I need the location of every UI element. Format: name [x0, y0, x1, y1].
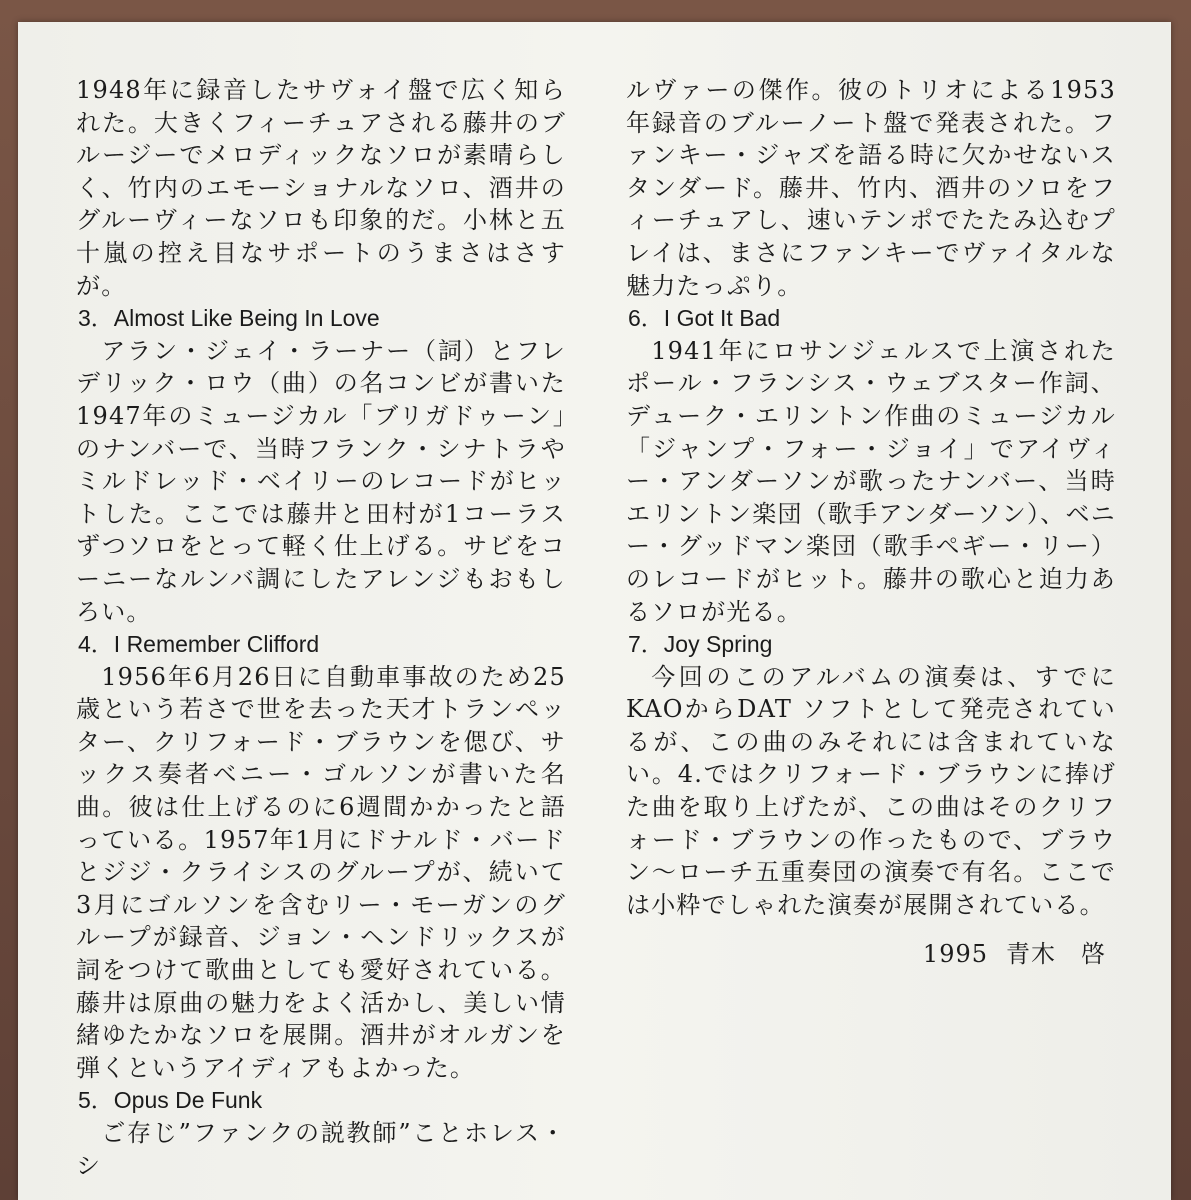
- signature: [626, 934, 1106, 969]
- track6-text: 1941年にロサンジェルスで上演されたポール・フランシス・ウェブスター作詞、デューク・エリントン作曲のミュージカル「ジャンプ・フォー・ジョイ」でアイヴィー・アンダーソンが歌ったナンバー、当時エリントン楽団（歌手アンダーソン）、ベニー・グッドマン楽団（歌手ペギー・リー）のレコードがヒット。藤井の歌心と迫力あるソロが光る。: [626, 336, 1116, 626]
- track3-heading: 3．Almost Like Being In Love: [78, 305, 380, 332]
- signature-author: 青木 啓: [1006, 940, 1106, 968]
- track3-text: アラン・ジェイ・ラーナー（詞）とフレデリック・ロウ（曲）の名コンビが書いた1947年のミュージカル「ブリガドゥーン」のナンバーで、当時フランク・シナトラやミルドレッド・ベイリーのレコードがヒットした。ここでは藤井と田村が1コーラスずつソロをとって軽く仕上げる。サビをコーニーなルンバ調にしたアレンジもおもしろい。: [76, 336, 566, 626]
- liner-notes-page: [18, 22, 1171, 1200]
- left-column: [76, 74, 566, 1182]
- right-column: [626, 74, 1116, 921]
- track7-heading: 7．Joy Spring: [628, 631, 773, 658]
- track5-heading: 5．Opus De Funk: [78, 1087, 263, 1114]
- track5-text: ご存じ”ファンクの説教師”ことホレス・シ: [76, 1119, 566, 1180]
- track4-heading: 4．I Remember Clifford: [78, 631, 320, 658]
- track4-text: 1956年6月26日に自動車事故のため25歳という若さで世を去った天才トランペッター、クリフォード・ブラウンを偲び、サックス奏者ベニー・ゴルソンが書いた名曲。彼は仕上げるのに6週間かかったと語っている。1957年1月にドナルド・バードとジジ・クライシスのグループが、続いて3月にゴルソンを含むリー・モーガンのグループが録音、ジョン・ヘンドリックスが詞をつけて歌曲としても愛好されている。藤井は原曲の魅力をよく活かし、美しい情緒ゆたかなソロを展開。酒井がオルガンを弾くというアイディアもよかった。: [76, 662, 566, 1082]
- track7-text: 今回のこのアルバムの演奏は、すでにKAOからDAT ソフトとして発売されているが、この曲のみそれには含まれていない。4.ではクリフォード・ブラウンに捧げた曲を取り上げたが、この曲はそのクリフォード・ブラウンの作ったもので、ブラウン～ローチ五重奏団の演奏で有名。ここでは小粋でしゃれた演奏が展開されている。: [626, 662, 1116, 919]
- track2-continued-text: 1948年に録音したサヴォイ盤で広く知られた。大きくフィーチュアされる藤井のブルージーでメロディックなソロが素晴らしく、竹内のエモーショナルなソロ、酒井のグルーヴィーなソロも印象的だ。小林と五十嵐の控え目なサポートのうまさはさすが。: [76, 76, 566, 300]
- signature-year: 1995: [922, 940, 988, 968]
- track6-heading: 6．I Got It Bad: [628, 305, 781, 332]
- track5-continued-text: ルヴァーの傑作。彼のトリオによる1953年録音のブルーノート盤で発表された。ファンキー・ジャズを語る時に欠かせないスタンダード。藤井、竹内、酒井のソロをフィーチュアし、速いテンポでたたみ込むプレイは、まさにファンキーでヴァイタルな魅力たっぷり。: [626, 76, 1116, 300]
